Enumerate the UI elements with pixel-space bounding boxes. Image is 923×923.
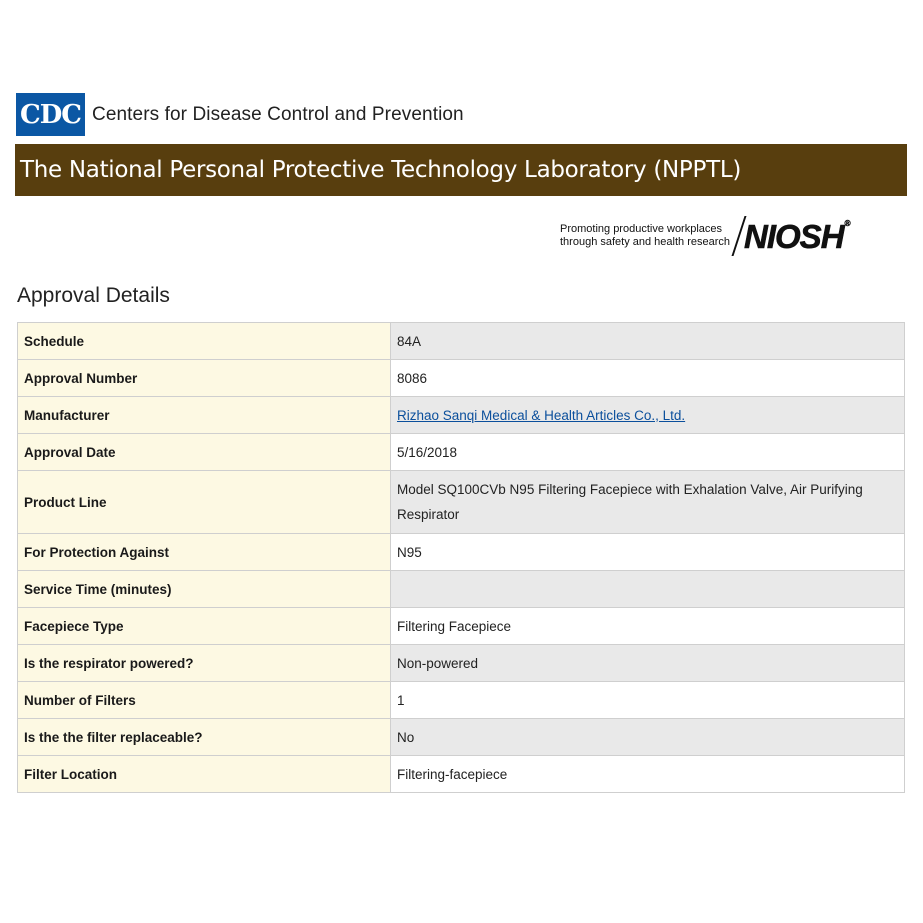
banner-title[interactable]: The National Personal Protective Technology Laboratory (NPPTL) (20, 157, 742, 183)
table-row (18, 682, 905, 719)
table-row (18, 608, 905, 645)
niosh-tagline-line2: through safety and health research (560, 236, 731, 248)
row-value-facepiece-type: Filtering Facepiece (391, 608, 905, 645)
row-label-service-time: Service Time (minutes) (18, 571, 391, 608)
row-value-powered: Non-powered (391, 645, 905, 682)
row-value-filter-location: Filtering-facepiece (391, 756, 905, 793)
row-value-filter-replaceable: No (391, 719, 905, 756)
row-label-filter-replaceable: Is the the filter replaceable? (18, 719, 391, 756)
row-value-protection-against: N95 (391, 534, 905, 571)
niosh-logo-block[interactable] (560, 215, 905, 257)
approval-details-table (17, 322, 905, 793)
row-label-approval-number: Approval Number (18, 360, 391, 397)
row-label-facepiece-type: Facepiece Type (18, 608, 391, 645)
row-value-number-of-filters: 1 (391, 682, 905, 719)
row-label-filter-location: Filter Location (18, 756, 391, 793)
row-value-service-time (391, 571, 905, 608)
cdc-logo[interactable] (16, 93, 85, 136)
row-value-approval-number: 8086 (391, 360, 905, 397)
table-row (18, 719, 905, 756)
row-value-manufacturer (391, 397, 905, 434)
cdc-header (16, 93, 464, 136)
row-label-manufacturer: Manufacturer (18, 397, 391, 434)
row-label-protection-against: For Protection Against (18, 534, 391, 571)
table-row (18, 434, 905, 471)
cdc-logo-text: CDC (20, 99, 81, 130)
table-row (18, 397, 905, 434)
row-label-number-of-filters: Number of Filters (18, 682, 391, 719)
table-row (18, 360, 905, 397)
npptl-banner (15, 144, 907, 196)
row-value-schedule: 84A (391, 323, 905, 360)
niosh-tagline (560, 223, 730, 249)
row-value-approval-date: 5/16/2018 (391, 434, 905, 471)
table-row (18, 645, 905, 682)
table-row (18, 534, 905, 571)
niosh-tagline-line1: Promoting productive workplaces (560, 223, 723, 235)
row-label-schedule: Schedule (18, 323, 391, 360)
cdc-title[interactable]: Centers for Disease Control and Prevention (92, 103, 464, 125)
row-label-powered: Is the respirator powered? (18, 645, 391, 682)
row-label-product-line: Product Line (18, 471, 391, 534)
niosh-wordmark (744, 217, 850, 255)
manufacturer-link[interactable]: Rizhao Sanqi Medical & Health Articles Co., Ltd. (397, 407, 686, 423)
table-row (18, 471, 905, 534)
table-row (18, 756, 905, 793)
niosh-wordmark-text: NIOSH (744, 217, 844, 255)
table-row (18, 323, 905, 360)
page-title: Approval Details (17, 284, 170, 307)
table-row (18, 571, 905, 608)
row-value-product-line: Model SQ100CVb N95 Filtering Facepiece with Exhalation Valve, Air Purifying Respirator (391, 471, 905, 534)
row-label-approval-date: Approval Date (18, 434, 391, 471)
registered-mark: ® (844, 218, 850, 228)
